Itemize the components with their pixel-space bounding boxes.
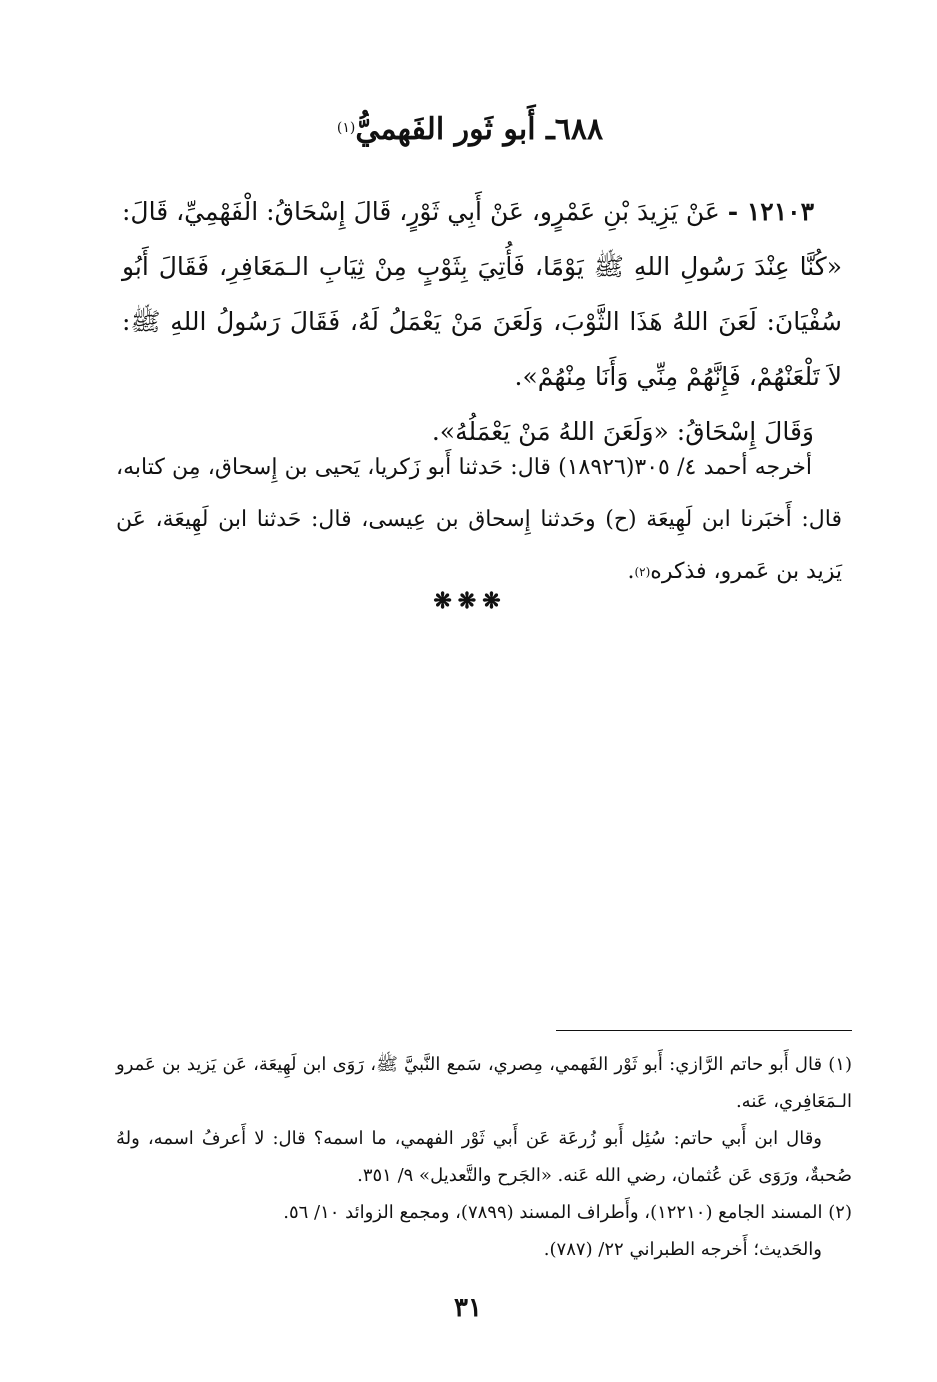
footnote-divider xyxy=(556,1030,852,1031)
chapter-heading xyxy=(120,108,820,152)
hadith-paragraph xyxy=(122,184,842,404)
hadith-number: ١٢١٠٣ - xyxy=(727,197,814,226)
hadith-text xyxy=(122,184,842,459)
footnote-1-part-2: وقال ابن أَبي حاتم: سُئِل أَبو زُرعَة عَن أَبي ثَوْر الفهمي، ما اسمه؟ قال: لا أَعرفُ اسمه، ولهُ صُحبةٌ، ورَوَى عَن عُثمان، رضي الله عَنه. «الجَرح والتَّعديل» ٩/ ٣٥١. xyxy=(116,1128,852,1186)
footnote-2-part-1: (٢) المسند الجامع (١٢٢١٠)، وأَطراف المسند (٧٨٩٩)، ومجمع الزوائد ١٠/ ٥٦. xyxy=(283,1202,852,1223)
takhrij-end: . xyxy=(627,559,635,584)
hadith-paragraph-2: وَقَالَ إِسْحَاقُ: «وَلَعَنَ اللهُ مَنْ يَعْمَلُهُ». xyxy=(431,417,814,446)
chapter-title: ٦٨٨ـ أَبو ثَور الفَهميُّ xyxy=(355,112,604,147)
footnotes xyxy=(116,1046,852,1268)
page-number: ٣١ xyxy=(454,1293,482,1323)
footnote-1-part-1: (١) قال أَبو حاتم الرَّازي: أَبو ثَوْر الفَهمي، مِصري، سَمع النَّبيَّ ﷺ، رَوَى ابن لَهِيعَة، عَن يَزيد بن عَمرو الـمَعَافِري، عَنه. xyxy=(116,1054,852,1112)
takhrij-section xyxy=(116,442,842,598)
takhrij-paragraph xyxy=(116,442,842,598)
section-separator: ❋❋❋ xyxy=(433,588,507,614)
takhrij-text: أخرجه أحمد ٤/ ٣٠٥(١٨٩٢٦) قال: حَدثنا أَبو زَكريا، يَحيى بن إِسحاق، مِن كتابه، قال: أَخبَرنا ابن لَهِيعَة (ح) وحَدثنا إِسحاق بن عِيسى، قال: حَدثنا ابن لَهِيعَة، عَن يَزيد بن عَمرو، فذكره xyxy=(116,455,842,584)
footnote-2-part-2: والحَديث؛ أَخرجه الطبراني ٢٢/ (٧٨٧). xyxy=(543,1239,822,1260)
takhrij-footnote-ref[interactable]: (٢) xyxy=(634,565,651,579)
heading-footnote-ref[interactable]: (١) xyxy=(336,120,356,136)
hadith-body: عَنْ يَزِيدَ بْنِ عَمْرٍو، عَنْ أَبِي ثَوْرٍ، قَالَ إِسْحَاقُ: الْفَهْمِيِّ، قَالَ: «كُنَّا عِنْدَ رَسُولِ اللهِ ﷺ يَوْمًا، فَأُتِيَ بِثَوْبٍ مِنْ ثِيَابِ الـمَعَافِرِ، فَقَالَ أَبُو سُفْيَانَ: لَعَنَ اللهُ هَذَا الثَّوْبَ، وَلَعَنَ مَنْ يَعْمَلُ لَهُ، فَقَالَ رَسُولُ اللهِ ﷺ: لاَ تَلْعَنْهُمْ، فَإِنَّهُمْ مِنِّي وَأَنَا مِنْهُمْ». xyxy=(122,197,842,391)
